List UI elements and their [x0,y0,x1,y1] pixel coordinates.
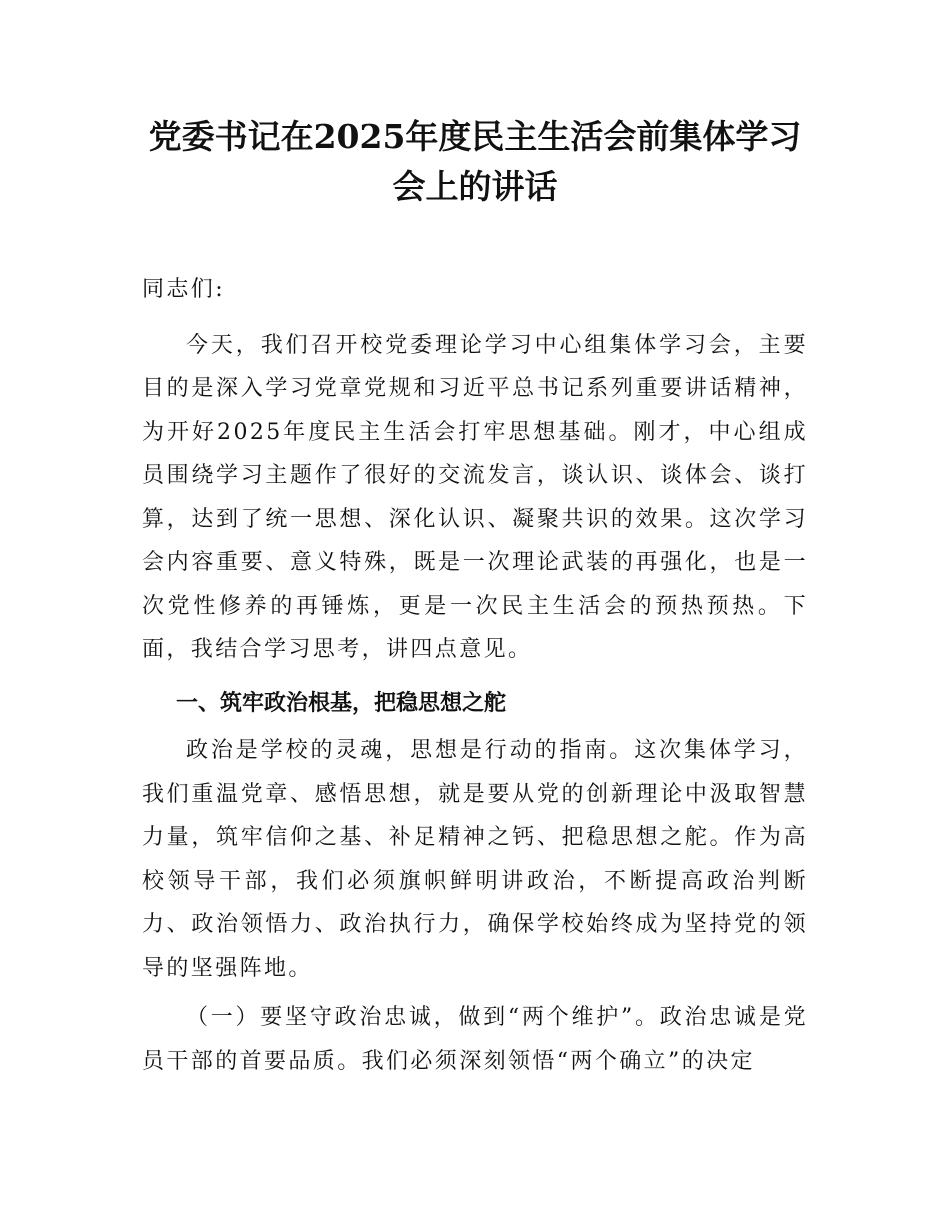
title-line-1: 党委书记在2025年度民主生活会前集体学习 [148,117,802,156]
document-body [142,268,808,1083]
document-title [140,112,810,212]
paragraph-intro: 今天，我们召开校党委理论学习中心组集体学习会，主要目的是深入学习党章党规和习近平总书记系列重要讲话精神，为开好2025年度民主生活会打牢思想基础。刚才，中心组成员围绕学习主题作了很好的交流发言，谈认识、谈体会、谈打算，达到了统一思想、深化认识、凝聚共识的效果。这次学习会内容重要、意义特殊，既是一次理论武装的再强化，也是一次党性修养的再锤炼，更是一次民主生活会的预热预热。下面，我结合学习思考，讲四点意见。 [142,332,808,662]
section-heading-1: 一、筑牢政治根基，把稳思想之舵 [176,690,507,716]
paragraph-subsection-1: （一）要坚守政治忠诚，做到“两个维护”。政治忠诚是党员干部的首要品质。我们必须深刻领悟“两个确立”的决定 [142,1005,808,1074]
paragraph-section-1: 政治是学校的灵魂，思想是行动的指南。这次集体学习，我们重温党章、感悟思想，就是要从党的创新理论中汲取智慧力量，筑牢信仰之基、补足精神之钙、把稳思想之舵。作为高校领导干部，我们必须旗帜鲜明讲政治，不断提高政治判断力、政治领悟力、政治执行力，确保学校始终成为坚持党的领导的坚强阵地。 [142,738,808,981]
title-line-2: 会上的讲话 [392,167,558,206]
greeting: 同志们: [142,277,226,302]
